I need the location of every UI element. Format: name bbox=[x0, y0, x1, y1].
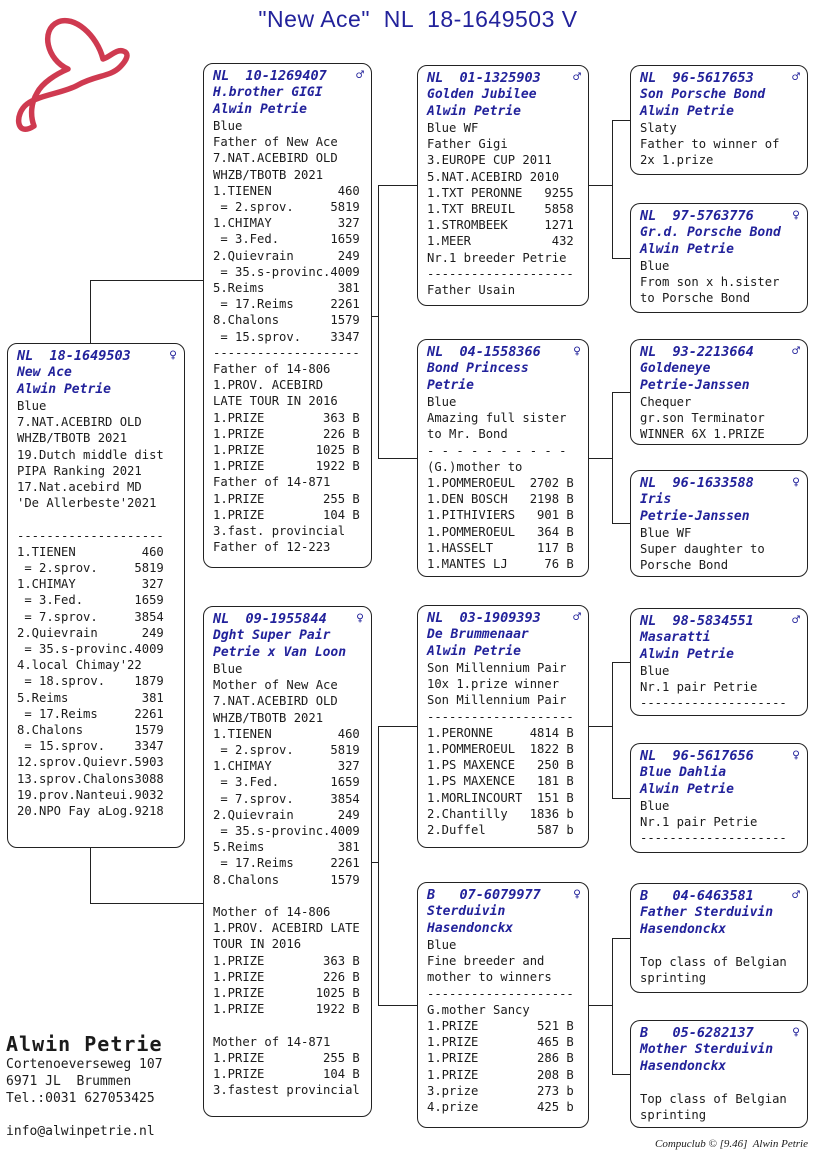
pedigree-box-g4-1 bbox=[630, 65, 808, 175]
info-line: Father Gigi bbox=[427, 137, 508, 152]
info-line: 13.sprov.Chalons3088 bbox=[17, 771, 164, 786]
info-line: -------------------- bbox=[640, 831, 787, 846]
info-line: 3.EUROPE CUP 2011 bbox=[427, 153, 552, 168]
ring-number: NL 09-1955844 bbox=[213, 611, 327, 627]
info-line: Top class of Belgian bbox=[640, 1092, 787, 1107]
connector-line bbox=[378, 726, 379, 1005]
info-line: 1.PROV. ACEBIRD LATE bbox=[213, 921, 360, 936]
pigeon-owner: Alwin Petrie bbox=[640, 103, 734, 119]
info-line: 12.sprov.Quievr.5903 bbox=[17, 755, 164, 770]
connector-line bbox=[612, 258, 630, 259]
connector-line bbox=[378, 726, 417, 727]
info-line: G.mother Sancy bbox=[427, 1002, 530, 1017]
info-line: 1.PERONNE 4814 B bbox=[427, 725, 574, 740]
info-line bbox=[640, 938, 800, 954]
pedigree-box-dam-sire bbox=[417, 605, 589, 848]
info-line: Father of 14-806 bbox=[213, 362, 331, 377]
pigeon-name: Mother Sterduivin bbox=[640, 1042, 774, 1057]
female-icon: ♀ bbox=[169, 348, 177, 363]
pigeon-name: De Brummenaar bbox=[427, 627, 529, 642]
page-title: "New Ace" NL 18-1649503 V bbox=[258, 6, 578, 32]
pigeon-owner: Hasendonckx bbox=[427, 920, 514, 936]
male-icon: ♂ bbox=[356, 68, 364, 83]
info-line: mother to winners bbox=[427, 970, 552, 985]
connector-line bbox=[378, 1005, 417, 1006]
info-line: = 35.s-provinc.4009 bbox=[213, 824, 360, 839]
info-line: Slaty bbox=[640, 121, 677, 135]
pedigree-box-g4-4 bbox=[630, 470, 808, 577]
info-line: WINNER 6X 1.PRIZE bbox=[640, 427, 765, 442]
info-line: 1.PS MAXENCE 250 B bbox=[427, 758, 574, 773]
info-line bbox=[213, 888, 364, 904]
connector-line bbox=[612, 392, 613, 523]
info-line: 1.POMMEROEUL 1822 B bbox=[427, 742, 574, 757]
pedigree-box-g4-7 bbox=[630, 883, 808, 993]
info-line: -------------------- bbox=[427, 266, 574, 281]
ring-number: NL 96-5617656 bbox=[640, 748, 754, 764]
info-line bbox=[213, 1017, 364, 1033]
info-line: 7.NAT.ACEBIRD OLD bbox=[213, 151, 338, 166]
connector-line bbox=[612, 392, 630, 393]
info-line: 1.PRIZE 255 B bbox=[213, 491, 360, 506]
female-icon: ♀ bbox=[573, 887, 581, 902]
info-line: 1.PRIZE 1922 B bbox=[213, 1002, 360, 1017]
pigeon-name: New Ace bbox=[17, 365, 72, 380]
pedigree-box-subject bbox=[7, 343, 185, 848]
info-line: = 17.Reims 2261 bbox=[17, 706, 164, 721]
info-line: WHZB/TBOTB 2021 bbox=[213, 710, 324, 725]
ring-number: NL 96-1633588 bbox=[640, 475, 754, 491]
pigeon-owner: Alwin Petrie bbox=[213, 101, 307, 117]
info-line: Chequer bbox=[640, 395, 692, 409]
info-line: 1.PRIZE 208 B bbox=[427, 1067, 574, 1082]
info-line: 1.DEN BOSCH 2198 B bbox=[427, 492, 574, 507]
ring-number: NL 04-1558366 bbox=[427, 344, 541, 360]
info-line: -------------------- bbox=[213, 345, 360, 360]
contact-block bbox=[6, 1032, 163, 1140]
info-line: 1.PRIZE 226 B bbox=[213, 969, 360, 984]
pigeon-logo bbox=[12, 8, 138, 140]
info-line: 'De Allerbeste'2021 bbox=[17, 496, 157, 511]
info-line: to Porsche Bond bbox=[640, 291, 751, 306]
pedigree-box-g4-2 bbox=[630, 203, 808, 313]
info-line: 20.NPO Fay aLog.9218 bbox=[17, 804, 164, 819]
info-line: Super daughter to bbox=[640, 542, 765, 557]
connector-line bbox=[612, 1074, 630, 1075]
info-line: 2.Quievrain 249 bbox=[213, 248, 360, 263]
pigeon-owner: Petrie-Janssen bbox=[640, 508, 750, 524]
info-line: Blue bbox=[640, 664, 670, 678]
pigeon-outline bbox=[19, 21, 127, 130]
info-line: LATE TOUR IN 2016 bbox=[213, 394, 338, 409]
ring-number: NL 98-5834551 bbox=[640, 613, 754, 629]
info-line: 2.Chantilly 1836 b bbox=[427, 806, 574, 821]
pedigree-box-g4-8 bbox=[630, 1020, 808, 1128]
connector-line bbox=[378, 185, 379, 458]
pigeon-owner: Alwin Petrie bbox=[640, 241, 734, 257]
info-line: 3.prize 273 b bbox=[427, 1083, 574, 1098]
info-line: TOUR IN 2016 bbox=[213, 937, 302, 952]
info-line: = 2.sprov. 5819 bbox=[213, 743, 360, 758]
male-icon: ♂ bbox=[573, 70, 581, 85]
contact-name: Alwin Petrie bbox=[6, 1032, 163, 1056]
info-line: 1.PRIZE 1025 B bbox=[213, 986, 360, 1001]
connector-line bbox=[378, 185, 417, 186]
info-line: = 35.s-provinc.4009 bbox=[17, 642, 164, 657]
pigeon-owner: Petrie x Van Loon bbox=[213, 644, 347, 660]
ring-number: NL 03-1909393 bbox=[427, 610, 541, 626]
info-line: 1.PRIZE 255 B bbox=[213, 1050, 360, 1065]
info-line: 7.NAT.ACEBIRD OLD bbox=[213, 694, 338, 709]
info-line: to Mr. Bond bbox=[427, 427, 508, 442]
pigeon-owner: Alwin Petrie bbox=[17, 381, 111, 397]
ring-number: B 05-6282137 bbox=[640, 1025, 754, 1041]
info-line: 2.Duffel 587 b bbox=[427, 823, 574, 838]
ring-number: B 07-6079977 bbox=[427, 887, 541, 903]
pedigree-box-sire-sire bbox=[417, 65, 589, 306]
connector-line bbox=[589, 1005, 612, 1006]
female-icon: ♀ bbox=[792, 208, 800, 223]
info-line: 5.NAT.ACEBIRD 2010 bbox=[427, 169, 560, 184]
info-line: = 17.Reims 2261 bbox=[213, 297, 360, 312]
ring-number: B 04-6463581 bbox=[640, 888, 754, 904]
info-line: Blue bbox=[640, 259, 670, 273]
info-line: 1.PRIZE 226 B bbox=[213, 426, 360, 441]
info-line: 2.Quievrain 249 bbox=[17, 625, 164, 640]
info-line: Father of New Ace bbox=[213, 135, 338, 150]
info-line: Son Millennium Pair bbox=[427, 693, 567, 708]
connector-line bbox=[589, 726, 612, 727]
info-line: Blue bbox=[640, 799, 670, 813]
male-icon: ♂ bbox=[792, 344, 800, 359]
female-icon: ♀ bbox=[792, 1025, 800, 1040]
pigeon-name: Sterduivin bbox=[427, 904, 506, 919]
info-line: (G.)mother to bbox=[427, 459, 523, 474]
info-line: 1.PRIZE 1025 B bbox=[213, 443, 360, 458]
connector-line bbox=[378, 458, 417, 459]
ring-number: NL 97-5763776 bbox=[640, 208, 754, 224]
ring-number: NL 18-1649503 bbox=[17, 348, 131, 364]
info-line: 1.TIENEN 460 bbox=[17, 544, 164, 559]
info-line: Blue bbox=[427, 938, 457, 952]
info-line: Fine breeder and bbox=[427, 954, 545, 969]
info-line: -------------------- bbox=[427, 709, 574, 724]
female-icon: ♀ bbox=[792, 475, 800, 490]
info-line: 8.Chalons 1579 bbox=[213, 872, 360, 887]
info-line: Top class of Belgian bbox=[640, 955, 787, 970]
info-line: = 35.s-provinc.4009 bbox=[213, 264, 360, 279]
pedigree-box-sire bbox=[203, 63, 372, 568]
pigeon-owner: Alwin Petrie bbox=[640, 646, 734, 662]
connector-line bbox=[612, 798, 630, 799]
info-line: 8.Chalons 1579 bbox=[213, 313, 360, 328]
info-line: Blue bbox=[213, 662, 243, 676]
info-line: 8.Chalons 1579 bbox=[17, 723, 164, 738]
info-line: 1.MORLINCOURT 151 B bbox=[427, 790, 574, 805]
info-line bbox=[17, 511, 177, 527]
pigeon-name: Son Porsche Bond bbox=[640, 87, 766, 102]
info-line: 1.HASSELT 117 B bbox=[427, 540, 574, 555]
info-line: Father to winner of bbox=[640, 137, 780, 152]
info-line: Blue WF bbox=[640, 526, 692, 540]
info-line: 1.CHIMAY 327 bbox=[213, 216, 360, 231]
info-line: 1.PITHIVIERS 901 B bbox=[427, 508, 574, 523]
info-line: 1.PRIZE 363 B bbox=[213, 953, 360, 968]
info-line: = 2.sprov. 5819 bbox=[17, 561, 164, 576]
info-line: 2.Quievrain 249 bbox=[213, 807, 360, 822]
pigeon-name: Golden Jubilee bbox=[427, 87, 537, 102]
ring-number: NL 01-1325903 bbox=[427, 70, 541, 86]
info-line: 2x 1.prize bbox=[640, 153, 714, 168]
connector-line bbox=[612, 938, 613, 1074]
info-line: Nr.1 breeder Petrie bbox=[427, 250, 567, 265]
info-line: = 7.sprov. 3854 bbox=[213, 791, 360, 806]
info-line: 1.CHIMAY 327 bbox=[17, 577, 164, 592]
pigeon-owner: Hasendonckx bbox=[640, 1058, 727, 1074]
contact-address1: Cortenoeverseweg 107 bbox=[6, 1057, 163, 1072]
info-line: 5.Reims 381 bbox=[213, 281, 360, 296]
info-line: 1.TIENEN 460 bbox=[213, 726, 360, 741]
male-icon: ♂ bbox=[792, 888, 800, 903]
info-line: 1.PRIZE 363 B bbox=[213, 410, 360, 425]
info-line: 1.PRIZE 104 B bbox=[213, 507, 360, 522]
female-icon: ♀ bbox=[573, 344, 581, 359]
pigeon-name: Masaratti bbox=[640, 630, 711, 645]
info-line: = 18.sprov. 1879 bbox=[17, 674, 164, 689]
info-line: = 15.sprov. 3347 bbox=[213, 329, 360, 344]
info-line: = 3.Fed. 1659 bbox=[17, 593, 164, 608]
info-line: Mother of New Ace bbox=[213, 678, 338, 693]
info-line: sprinting bbox=[640, 1108, 707, 1123]
info-line: 3.fastest provincial bbox=[213, 1083, 360, 1098]
info-line: gr.son Terminator bbox=[640, 411, 765, 426]
pedigree-box-dam-dam bbox=[417, 882, 589, 1128]
info-line: 17.Nat.acebird MD bbox=[17, 480, 142, 495]
info-line: WHZB/TBOTB 2021 bbox=[17, 431, 128, 446]
info-line: sprinting bbox=[640, 971, 707, 986]
info-line: 4.local Chimay'22 bbox=[17, 658, 142, 673]
pigeon-name: Iris bbox=[640, 492, 672, 507]
info-line: 7.NAT.ACEBIRD OLD bbox=[17, 415, 142, 430]
info-line: 5.Reims 381 bbox=[213, 840, 360, 855]
connector-line bbox=[589, 458, 612, 459]
info-line: 1.TXT BREUIL 5858 bbox=[427, 202, 574, 217]
connector-line bbox=[612, 120, 630, 121]
info-line: = 17.Reims 2261 bbox=[213, 856, 360, 871]
pedigree-box-g4-5 bbox=[630, 608, 808, 716]
pigeon-name: H.brother GIGI bbox=[213, 85, 323, 100]
pigeon-owner: Hasendonckx bbox=[640, 921, 727, 937]
info-line: Father of 14-871 bbox=[213, 475, 331, 490]
info-line: 1.PRIZE 104 B bbox=[213, 1067, 360, 1082]
info-line: 1.PRIZE 1922 B bbox=[213, 459, 360, 474]
connector-line bbox=[90, 848, 91, 903]
info-line: 1.PROV. ACEBIRD bbox=[213, 378, 324, 393]
info-line: Father of 12-223 bbox=[213, 540, 331, 555]
info-line: Blue bbox=[427, 395, 457, 409]
info-line: Blue bbox=[17, 399, 47, 413]
pigeon-name: Bond Princess bbox=[427, 361, 529, 376]
pigeon-owner: Alwin Petrie bbox=[427, 643, 521, 659]
info-line: 19.prov.Nanteui.9032 bbox=[17, 787, 164, 802]
info-line: 3.fast. provincial bbox=[213, 524, 346, 539]
info-line: = 15.sprov. 3347 bbox=[17, 739, 164, 754]
pigeon-owner: Petrie-Janssen bbox=[640, 377, 750, 393]
info-line: WHZB/TBOTB 2021 bbox=[213, 167, 324, 182]
info-line: Mother of 14-806 bbox=[213, 905, 331, 920]
female-icon: ♀ bbox=[792, 748, 800, 763]
info-line bbox=[640, 1075, 800, 1091]
pedigree-box-sire-dam bbox=[417, 339, 589, 577]
info-line: Father Usain bbox=[427, 283, 516, 298]
male-icon: ♂ bbox=[792, 613, 800, 628]
software-credit: Compuclub © [9.46] Alwin Petrie bbox=[655, 1138, 808, 1150]
info-line: Amazing full sister bbox=[427, 411, 567, 426]
ring-number: NL 93-2213664 bbox=[640, 344, 754, 360]
pedigree-box-g4-6 bbox=[630, 743, 808, 853]
ring-number: NL 10-1269407 bbox=[213, 68, 327, 84]
info-line: 19.Dutch middle dist bbox=[17, 447, 164, 462]
pigeon-owner: Alwin Petrie bbox=[427, 103, 521, 119]
info-line: = 3.Fed. 1659 bbox=[213, 232, 360, 247]
info-line: -------------------- bbox=[17, 528, 164, 543]
info-line: PIPA Ranking 2021 bbox=[17, 463, 142, 478]
pigeon-name: Goldeneye bbox=[640, 361, 711, 376]
info-line: - - - - - - - - - - bbox=[427, 443, 567, 458]
info-line: 1.PRIZE 465 B bbox=[427, 1035, 574, 1050]
info-line: Nr.1 pair Petrie bbox=[640, 680, 758, 695]
pedigree-box-g4-3 bbox=[630, 339, 808, 445]
info-line: 1.TIENEN 460 bbox=[213, 183, 360, 198]
connector-line bbox=[612, 662, 630, 663]
info-line: 1.MANTES LJ 76 B bbox=[427, 557, 574, 572]
info-line: Porsche Bond bbox=[640, 558, 729, 573]
info-line: 1.PRIZE 286 B bbox=[427, 1051, 574, 1066]
ring-number: NL 96-5617653 bbox=[640, 70, 754, 86]
info-line: -------------------- bbox=[640, 696, 787, 711]
info-line: 10x 1.prize winner bbox=[427, 677, 560, 692]
pigeon-name: Dght Super Pair bbox=[213, 628, 331, 643]
pigeon-name: Gr.d. Porsche Bond bbox=[640, 225, 781, 240]
info-line: -------------------- bbox=[427, 986, 574, 1001]
connector-line bbox=[90, 903, 204, 904]
info-line: Blue WF bbox=[427, 121, 479, 135]
connector-line bbox=[612, 662, 613, 798]
contact-email: info@alwinpetrie.nl bbox=[6, 1124, 155, 1139]
info-line: 1.STROMBEEK 1271 bbox=[427, 218, 574, 233]
info-line: = 3.Fed. 1659 bbox=[213, 775, 360, 790]
connector-line bbox=[612, 523, 630, 524]
pigeon-name: Blue Dahlia bbox=[640, 765, 727, 780]
connector-line bbox=[90, 280, 91, 343]
info-line: 1.CHIMAY 327 bbox=[213, 759, 360, 774]
info-line: = 7.sprov. 3854 bbox=[17, 609, 164, 624]
info-line: Son Millennium Pair bbox=[427, 661, 567, 675]
info-line: 1.TXT PERONNE 9255 bbox=[427, 185, 574, 200]
info-line: Blue bbox=[213, 119, 243, 133]
male-icon: ♂ bbox=[573, 610, 581, 625]
pigeon-owner: Petrie bbox=[427, 377, 474, 393]
connector-line bbox=[612, 120, 613, 258]
info-line: 4.prize 425 b bbox=[427, 1100, 574, 1115]
info-line: 1.PRIZE 521 B bbox=[427, 1019, 574, 1034]
info-line: 1.POMMEROEUL 2702 B bbox=[427, 476, 574, 491]
male-icon: ♂ bbox=[792, 70, 800, 85]
pedigree-box-dam bbox=[203, 606, 372, 1117]
pigeon-owner: Alwin Petrie bbox=[640, 781, 734, 797]
info-line: 1.POMMEROEUL 364 B bbox=[427, 524, 574, 539]
info-line: 1.MEER 432 bbox=[427, 234, 574, 249]
pigeon-name: Father Sterduivin bbox=[640, 905, 774, 920]
female-icon: ♀ bbox=[356, 611, 364, 626]
info-line: 5.Reims 381 bbox=[17, 690, 164, 705]
contact-phone: Tel.:0031 627053425 bbox=[6, 1091, 155, 1106]
connector-line bbox=[90, 280, 204, 281]
connector-line bbox=[589, 185, 612, 186]
info-line: Mother of 14-871 bbox=[213, 1034, 331, 1049]
info-line: = 2.sprov. 5819 bbox=[213, 200, 360, 215]
contact-address2: 6971 JL Brummen bbox=[6, 1074, 132, 1089]
info-line: 1.PS MAXENCE 181 B bbox=[427, 774, 574, 789]
info-line: Nr.1 pair Petrie bbox=[640, 815, 758, 830]
connector-line bbox=[612, 938, 630, 939]
info-line: From son x h.sister bbox=[640, 275, 780, 290]
